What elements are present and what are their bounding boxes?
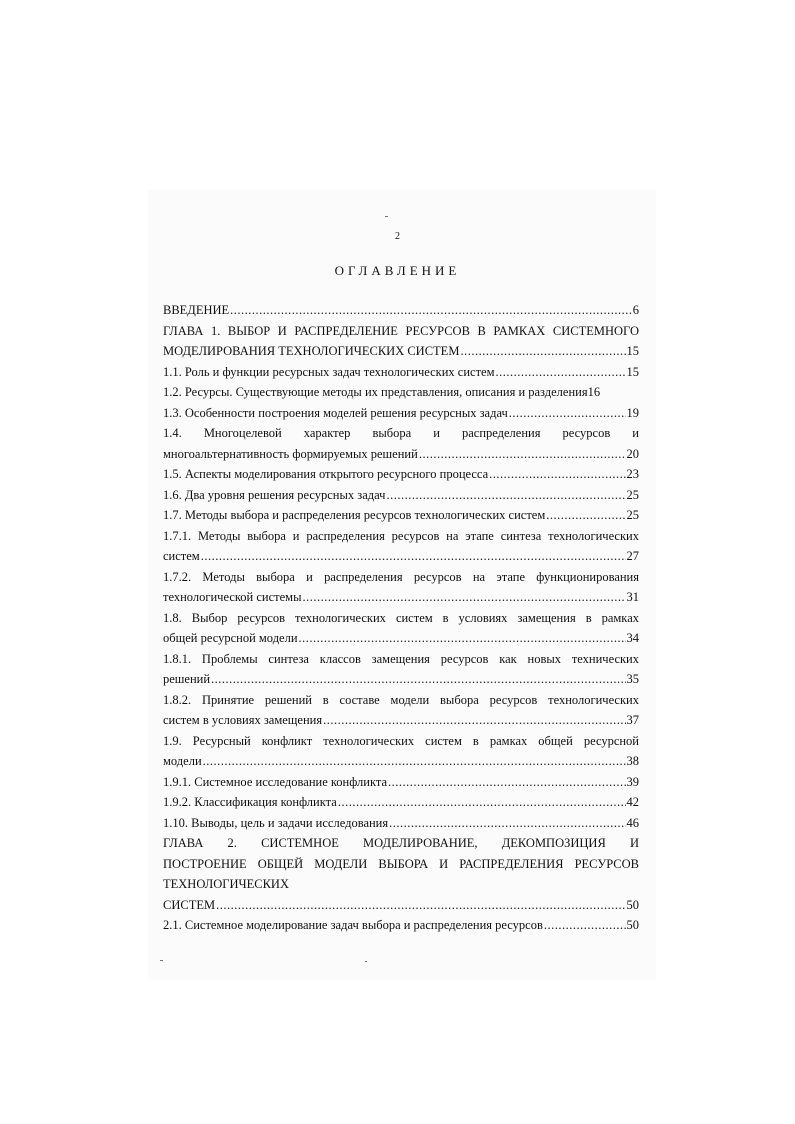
toc-entry[interactable] [163,403,639,424]
toc-entry[interactable] [163,546,639,567]
toc-entry-text: 1.5. Аспекты моделирования открытого ресурсного процесса [163,467,489,481]
toc-entry[interactable] [163,341,639,362]
toc-entry-text: решений [163,672,211,686]
leader-dots [338,792,626,813]
toc-entry-text: 1.7. Методы выбора и распределения ресурсов технологических систем [163,508,546,522]
toc-entry[interactable] [163,710,639,731]
toc-entry-line: 1.9. Ресурсный конфликт технологических систем в рамках общей ресурсной [163,733,639,748]
toc-entry[interactable] [163,772,639,793]
leader-dots [230,300,632,321]
toc-entry-line: 1.7.2. Методы выбора и распределения ресурсов на этапе функционирования [163,569,639,584]
leader-dots [388,772,625,793]
toc-entry[interactable] [163,669,639,690]
leader-dots [386,485,625,506]
toc-entry[interactable] [163,751,639,772]
leader-dots [201,546,626,567]
toc-entry-line: ПОСТРОЕНИЕ ОБЩЕЙ МОДЕЛИ ВЫБОРА И РАСПРЕДЕЛЕНИЯ РЕСУРСОВ [163,856,639,871]
toc-entry-text: систем [163,549,200,563]
toc-page-number: 39 [626,774,639,789]
toc-entry-line: 1.8.1. Проблемы синтеза классов замещения ресурсов как новых технических [163,651,639,666]
toc-entry-text: модели [163,754,202,768]
toc-page-number: 6 [632,303,639,317]
leader-dots [489,464,625,485]
toc-entry[interactable] [163,464,639,485]
toc-entry-text: 1.1. Роль и функции ресурсных задач технологических систем [163,364,495,379]
toc-entry[interactable] [163,444,639,465]
toc-page-number: 16 [587,385,601,399]
toc-entry-text: 1.9.2. Классификация конфликта [163,795,337,809]
toc-page-number: 50 [626,918,639,932]
toc-page-number: 15 [626,364,639,379]
toc-entry-text: многоальтернативность формируемых решений [163,446,418,461]
leader-dots [299,628,626,649]
toc-entry[interactable] [163,485,639,506]
toc-page-number: 19 [626,405,639,420]
toc-entry[interactable] [163,505,639,526]
toc-page-number: 23 [626,467,639,481]
leader-dots [546,505,625,526]
toc-title: ОГЛАВЛЕНИЕ [334,263,461,278]
toc-entry-line: ТЕХНОЛОГИЧЕСКИХ [163,877,289,891]
leader-dots [460,341,625,362]
toc-page-number: 42 [626,795,639,809]
toc-entry-line: 1.4. Многоцелевой характер выбора и распределения ресурсов и [163,426,639,440]
leader-dots [419,444,626,465]
toc-entry[interactable] [163,915,639,936]
toc-page-number: 34 [626,631,639,645]
leader-dots [509,403,626,424]
toc-entry[interactable] [163,382,639,403]
toc-page-number: 27 [626,549,639,563]
leader-dots [211,669,625,690]
toc-entry-text: 1.9.1. Системное исследование конфликта [163,774,388,789]
toc-entry-text: СИСТЕМ [163,897,216,912]
toc-entry-text: 2.1. Системное моделирование задач выбора и распределения ресурсов [163,918,543,932]
leader-dots [216,895,625,916]
leader-dots [323,710,625,731]
toc-entry-line: 1.8.2. Принятие решений в составе модели выбора ресурсов технологических [163,692,639,707]
toc-page-number: 37 [626,713,639,727]
toc-entry-text: 1.10. Выводы, цель и задачи исследования [163,815,389,830]
toc-page-number: 25 [626,508,639,522]
toc-entry-text: технологической системы [163,590,302,604]
toc-entry-text: 1.2. Ресурсы. Существующие методы их представления, описания и разделения [163,385,588,399]
toc-entry[interactable] [163,895,639,916]
toc-entry-line: 1.8. Выбор ресурсов технологических систем в условиях замещения в рамках [163,610,639,625]
toc-entry-text: общей ресурсной модели [163,631,298,645]
toc-entry-line: ГЛАВА 2. СИСТЕМНОЕ МОДЕЛИРОВАНИЕ, ДЕКОМПОЗИЦИЯ И [163,836,639,850]
scan-artifact [160,960,163,961]
toc-entry[interactable] [163,792,639,813]
table-of-contents [163,300,639,936]
toc-entry-line: 1.7.1. Методы выбора и распределения ресурсов на этапе синтеза технологических [163,528,639,543]
toc-entry[interactable] [163,300,639,321]
leader-dots [496,362,626,383]
toc-page-number: 20 [626,446,639,461]
toc-entry[interactable] [163,628,639,649]
toc-entry-text: систем в условиях замещения [163,713,323,727]
leader-dots [302,587,625,608]
toc-page-number: 46 [626,815,639,830]
page-number: 2 [395,231,400,242]
scan-artifact [365,961,367,962]
toc-page-number: 38 [626,754,639,768]
toc-page-number: 31 [626,590,639,604]
leader-dots [544,915,626,936]
toc-entry[interactable] [163,362,639,383]
toc-page-number: 50 [626,897,639,912]
toc-entry[interactable] [163,813,639,834]
toc-page-number: 25 [626,487,639,502]
toc-page-number: 15 [626,344,639,358]
toc-entry-line: ГЛАВА 1. ВЫБОР И РАСПРЕДЕЛЕНИЕ РЕСУРСОВ В РАМКАХ СИСТЕМНОГО [163,323,639,338]
toc-entry-text: 1.3. Особенности построения моделей решения ресурсных задач [163,405,508,420]
toc-page-number: 35 [626,672,639,686]
leader-dots [389,813,625,834]
toc-entry-text: 1.6. Два уровня решения ресурсных задач [163,487,386,502]
scan-artifact [385,216,388,217]
toc-entry[interactable] [163,587,639,608]
leader-dots [203,751,626,772]
toc-entry-text: МОДЕЛИРОВАНИЯ ТЕХНОЛОГИЧЕСКИХ СИСТЕМ [163,344,460,358]
toc-entry-text: ВВЕДЕНИЕ [163,303,230,317]
